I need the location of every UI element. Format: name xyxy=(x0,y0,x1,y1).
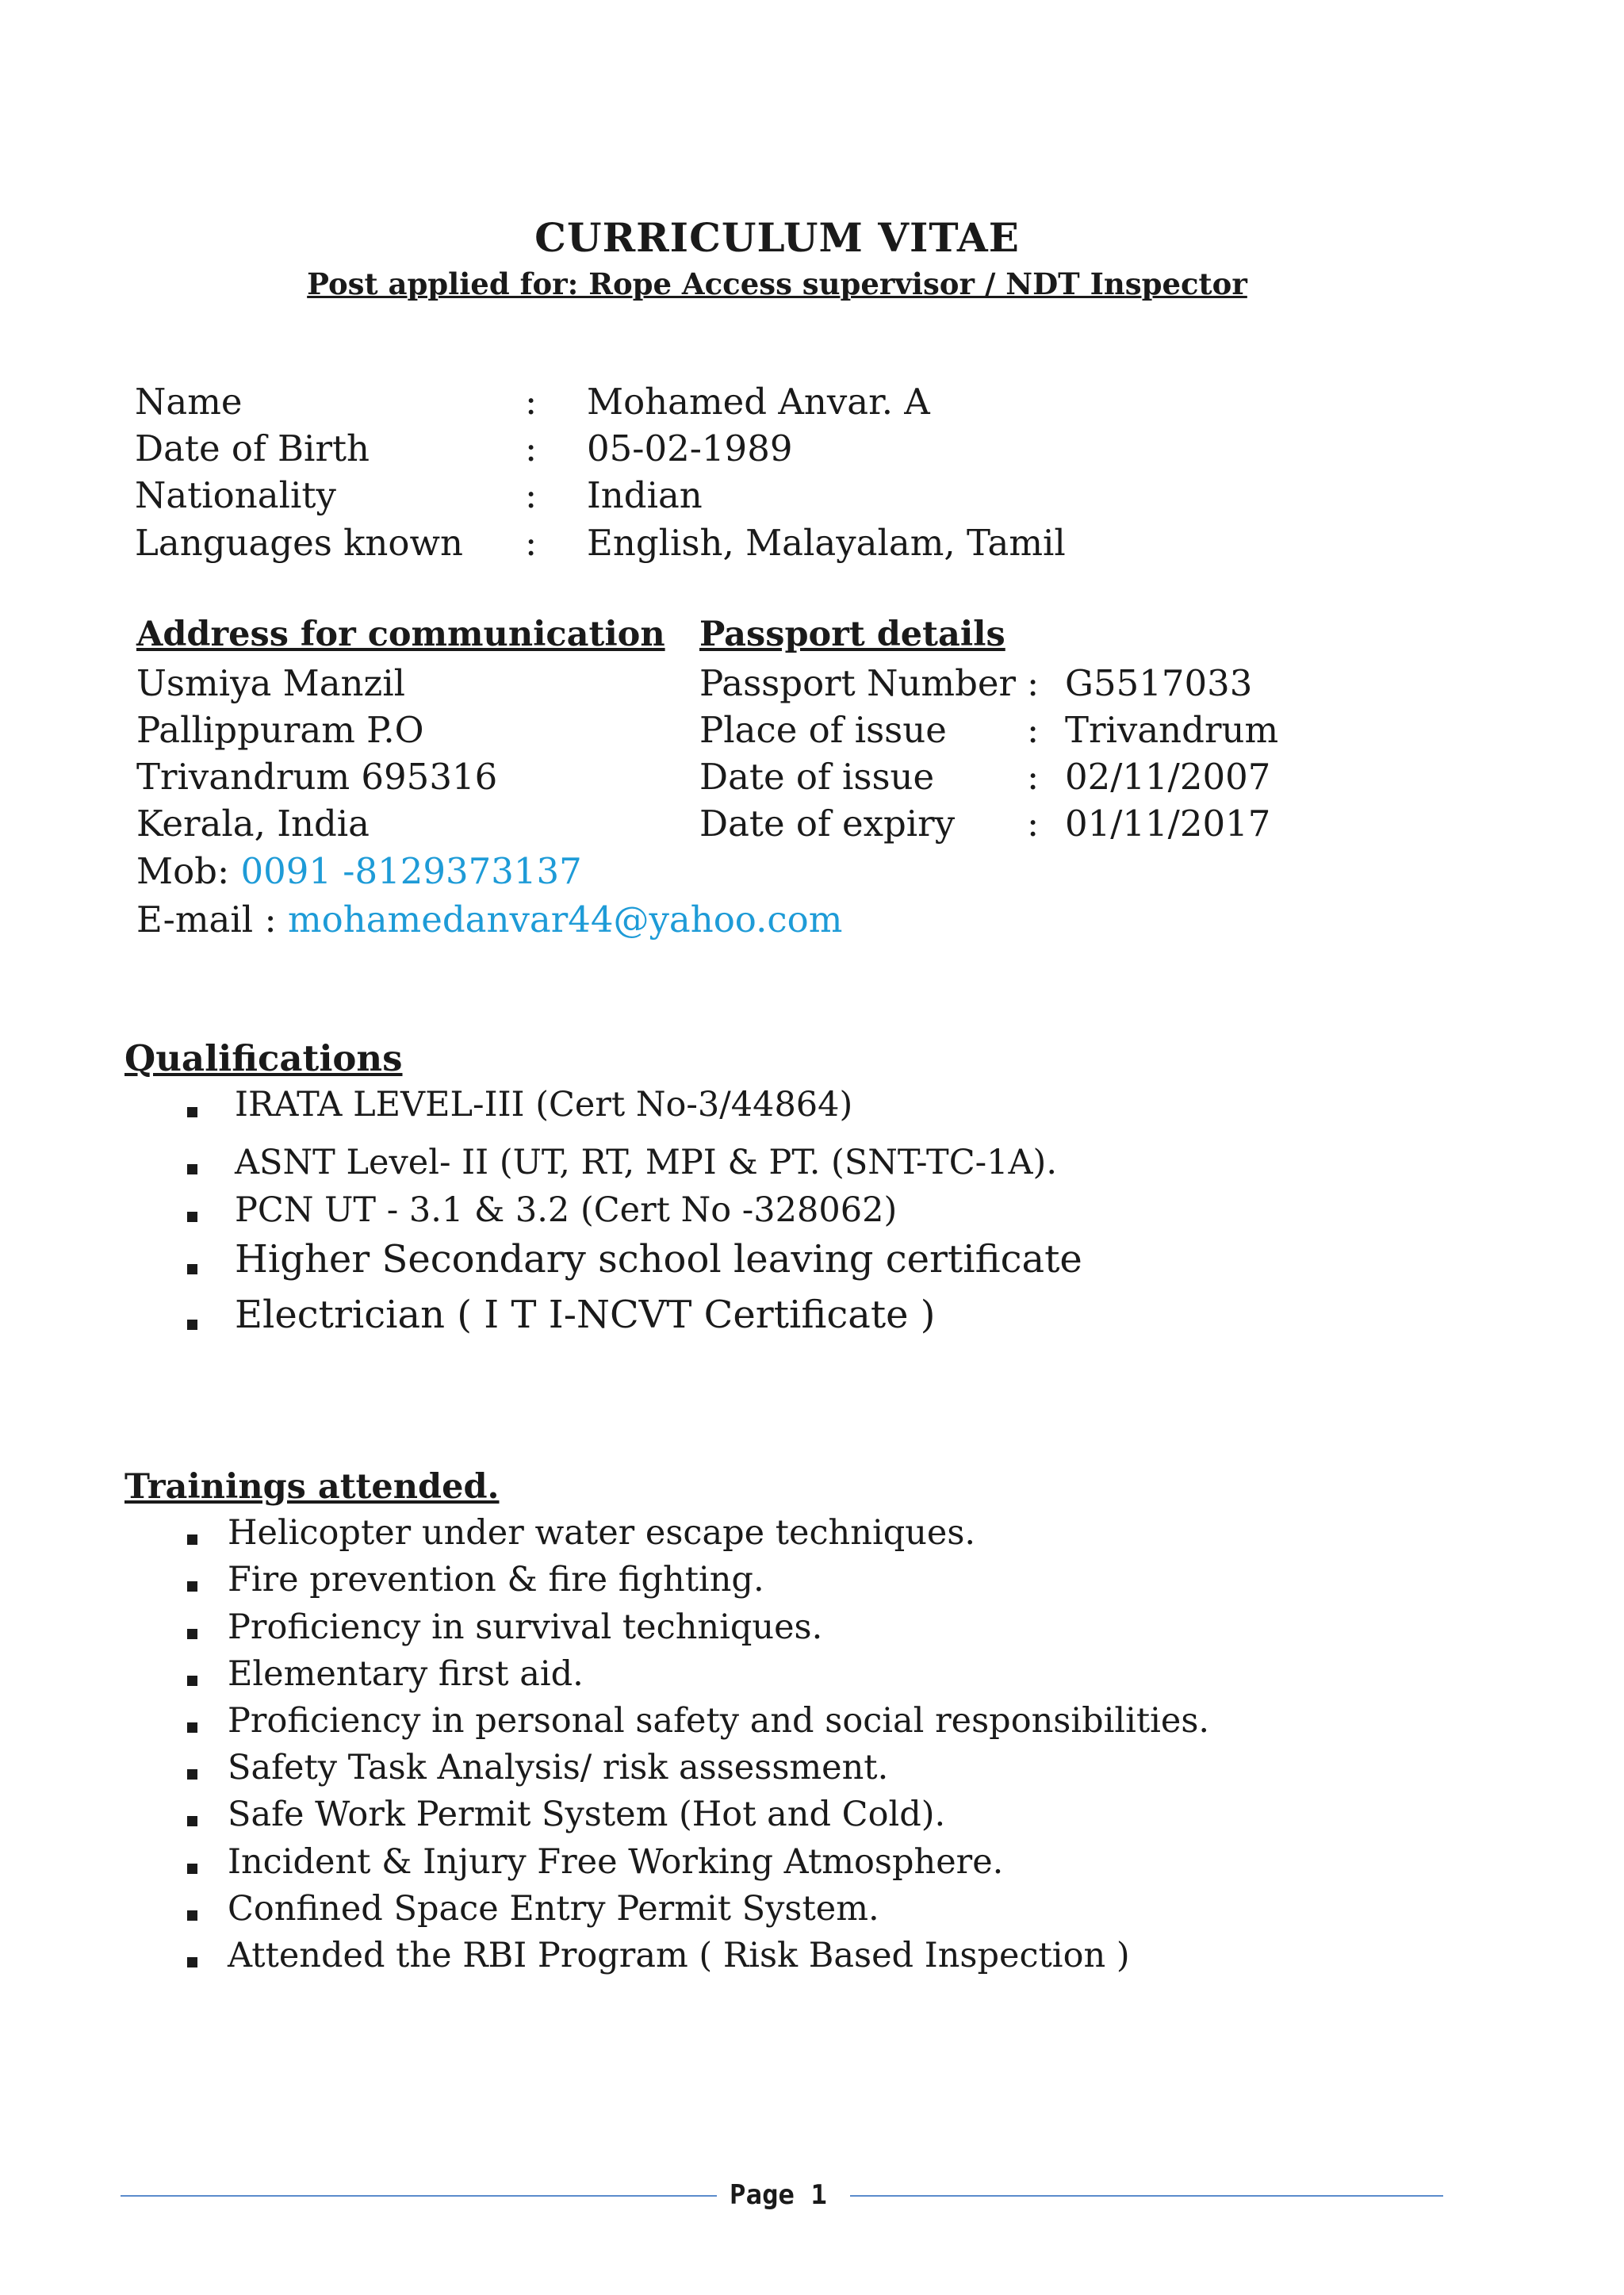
date-of-issue-label: Date of issue xyxy=(699,756,935,798)
address-line: Kerala, India xyxy=(136,803,370,845)
nationality-label: Nationality xyxy=(135,474,336,516)
qualification-item: Higher Secondary school leaving certificate xyxy=(235,1237,1082,1282)
place-of-issue-label: Place of issue xyxy=(699,709,947,751)
footer-rule-left xyxy=(121,2195,717,2197)
name-sep: : xyxy=(525,381,538,423)
dob-label: Date of Birth xyxy=(135,427,370,469)
bullet-icon xyxy=(187,1676,197,1686)
date-of-expiry-value: 01/11/2017 xyxy=(1065,803,1271,845)
training-item: Fire prevention & fire fighting. xyxy=(228,1560,764,1600)
address-line: Trivandrum 695316 xyxy=(136,756,498,798)
date-of-expiry-label: Date of expiry xyxy=(699,803,956,845)
training-item: Elementary first aid. xyxy=(228,1654,584,1694)
date-of-issue-sep: : xyxy=(1027,756,1040,798)
nationality-sep: : xyxy=(525,474,538,516)
qualifications-heading: Qualifications xyxy=(124,1037,403,1079)
bullet-icon xyxy=(187,1816,197,1826)
bullet-icon xyxy=(187,1107,197,1117)
bullet-icon xyxy=(187,1722,197,1733)
passport-number-label: Passport Number xyxy=(699,662,1017,704)
bullet-icon xyxy=(187,1581,197,1592)
mobile-label: Mob: xyxy=(136,850,241,892)
footer-rule-right xyxy=(850,2195,1443,2197)
passport-number-value: G5517033 xyxy=(1065,662,1253,704)
languages-value: English, Malayalam, Tamil xyxy=(587,522,1066,564)
email-link[interactable]: mohamedanvar44@yahoo.com xyxy=(287,898,843,941)
training-item: Proficiency in survival techniques. xyxy=(228,1607,823,1647)
qualification-item: IRATA LEVEL-III (Cert No-3/44864) xyxy=(235,1085,853,1125)
email-label: E-mail : xyxy=(136,898,288,941)
languages-sep: : xyxy=(525,522,538,564)
languages-label: Languages known xyxy=(135,522,463,564)
post-applied-subtitle: Post applied for: Rope Access supervisor / NDT Inspector xyxy=(307,266,1247,301)
mobile-number-link[interactable]: 0091 -8129373137 xyxy=(240,850,582,892)
training-item: Safe Work Permit System (Hot and Cold). xyxy=(228,1795,946,1834)
bullet-icon xyxy=(187,1957,197,1967)
bullet-icon xyxy=(187,1164,197,1174)
bullet-icon xyxy=(187,1534,197,1545)
passport-heading: Passport details xyxy=(699,615,1005,654)
training-item: Attended the RBI Program ( Risk Based Inspection ) xyxy=(228,1936,1130,1975)
date-of-issue-value: 02/11/2007 xyxy=(1065,756,1271,798)
page-title: CURRICULUM VITAE xyxy=(534,214,1020,261)
qualification-item: ASNT Level- II (UT, RT, MPI & PT. (SNT-TC-1A). xyxy=(235,1143,1057,1182)
name-label: Name xyxy=(135,381,243,423)
passport-number-sep: : xyxy=(1027,662,1040,704)
training-item: Safety Task Analysis/ risk assessment. xyxy=(228,1748,889,1787)
bullet-icon xyxy=(187,1629,197,1639)
address-line: Pallippuram P.O xyxy=(136,709,424,751)
bullet-icon xyxy=(187,1264,197,1274)
address-heading: Address for communication xyxy=(136,615,665,654)
qualification-item: PCN UT - 3.1 & 3.2 (Cert No -328062) xyxy=(235,1190,898,1230)
training-item: Confined Space Entry Permit System. xyxy=(228,1889,879,1929)
training-item: Proficiency in personal safety and social responsibilities. xyxy=(228,1701,1210,1741)
training-item: Incident & Injury Free Working Atmosphere. xyxy=(228,1842,1004,1882)
bullet-icon xyxy=(187,1910,197,1921)
address-line: Usmiya Manzil xyxy=(136,662,406,704)
training-item: Helicopter under water escape techniques. xyxy=(228,1513,976,1553)
mobile-line xyxy=(136,850,582,892)
dob-sep: : xyxy=(525,427,538,469)
trainings-heading: Trainings attended. xyxy=(124,1467,500,1507)
name-value: Mohamed Anvar. A xyxy=(587,381,930,423)
bullet-icon xyxy=(187,1864,197,1874)
bullet-icon xyxy=(187,1769,197,1780)
dob-value: 05-02-1989 xyxy=(587,427,793,469)
bullet-icon xyxy=(187,1212,197,1222)
date-of-expiry-sep: : xyxy=(1027,803,1040,845)
place-of-issue-sep: : xyxy=(1027,709,1040,751)
nationality-value: Indian xyxy=(587,474,703,516)
page-number: Page 1 xyxy=(730,2179,827,2211)
place-of-issue-value: Trivandrum xyxy=(1065,709,1279,751)
qualification-item: Electrician ( I T I-NCVT Certificate ) xyxy=(235,1293,936,1337)
bullet-icon xyxy=(187,1320,197,1330)
email-line xyxy=(136,898,842,941)
